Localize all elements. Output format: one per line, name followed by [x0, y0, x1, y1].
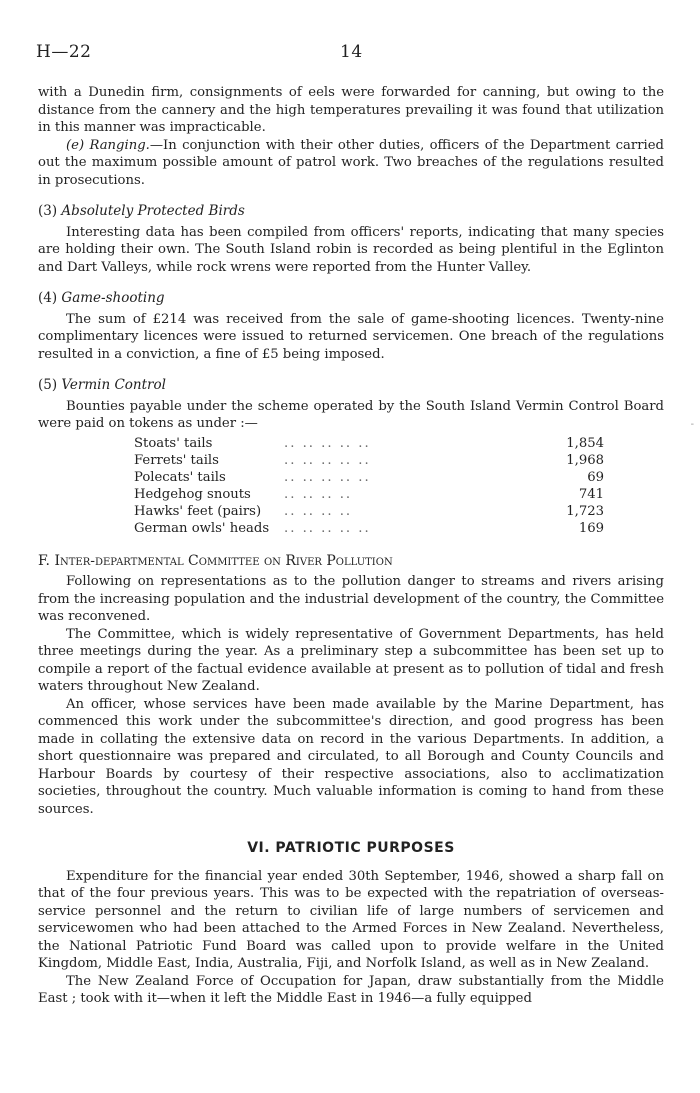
section-3-number: (3) — [38, 203, 58, 219]
bounty-label: Hawks' feet (pairs) — [134, 503, 262, 519]
bounty-value: 1,723 — [566, 503, 604, 519]
bounty-label: Polecats' tails — [134, 469, 226, 485]
body-text — [38, 84, 664, 1008]
leader-dots: .. .. .. .. — [284, 486, 353, 502]
ranging-text: —In conjunction with their other duties, officers of the Department carried out the maximum possible amount of patrol work. Two breaches of the regulations resulted in prosecutions. — [38, 137, 664, 188]
table-row — [134, 520, 604, 537]
table-row — [134, 503, 604, 520]
bounty-value: 69 — [587, 469, 604, 485]
section-4-number: (4) — [38, 290, 58, 306]
paragraph-protected-birds: Interesting data has been compiled from officers' reports, indicating that many species are holding their own. The South Island robin is recorded as being plentiful in the Eglinton and Dart Valleys, while rock wrens were reported from the Hunter Valley. — [38, 224, 664, 275]
bounty-value: 741 — [578, 486, 604, 502]
section-f-heading — [38, 553, 664, 571]
section-5-number: (5) — [38, 377, 58, 393]
page-number: 14 — [340, 42, 363, 62]
paragraph-eels: with a Dunedin firm, consignments of eels were forwarded for canning, but owing to the distance from the cannery and the high temperatures prevailing it was found that utilization in this manner was impracticable. — [38, 85, 664, 135]
leader-dots: .. .. .. .. — [284, 503, 353, 519]
section-3-title: Absolutely Protected Birds — [61, 203, 245, 219]
paragraph-pollution-1: Following on representations as to the pollution danger to streams and rivers arising from the increasing population and the industrial development of the country, the Committee was reconvened. — [38, 574, 664, 624]
paragraph-pollution-3: An officer, whose services have been made available by the Marine Department, has commenced this work under the subcommittee's direction, and good progress has been made in collating the extensive data on record in the various Departments. In addition, a short questionnaire was prepared and circulated, to all Borough and County Councils and Harbour Boards by courtesy of their respective associations, also to acclimatization societies, throughout the country. Much valuable information is coming to hand from these sources. — [38, 696, 664, 817]
bounty-table — [134, 435, 604, 537]
leader-dots: .. .. .. .. .. — [284, 435, 371, 451]
bounty-value: 1,854 — [566, 435, 604, 451]
leader-dots: .. .. .. .. .. — [284, 469, 371, 485]
paragraph-game-shooting: The sum of £214 was received from the sale of game-shooting licences. Twenty-nine complimentary licences were issued to returned servicemen. One breach of the regulations resulted in a conviction, a fine of £5 being imposed. — [38, 311, 664, 362]
leader-dots: .. .. .. .. .. — [284, 452, 371, 468]
bounty-label: German owls' heads — [134, 520, 270, 536]
table-row — [134, 452, 604, 469]
section-f-letter: F. — [38, 552, 50, 569]
section-4-heading — [38, 290, 664, 308]
ranging-label: (e) Ranging. — [66, 137, 150, 153]
document-reference: H—22 — [36, 42, 92, 62]
table-row — [134, 486, 604, 503]
paragraph-vermin-intro: Bounties payable under the scheme operated by the South Island Vermin Control Board were paid on tokens as under :— — [38, 398, 664, 431]
margin-mark: - — [690, 419, 694, 430]
leader-dots: .. .. .. .. .. — [284, 520, 371, 536]
table-row — [134, 435, 604, 452]
paragraph-pollution-2: The Committee, which is widely representative of Government Departments, has held three meetings during the year. As a preliminary step a subcommittee has been set up to compile a report of the factual evidence available at present as to pollution of tidal and fresh waters throughout New Zealand. — [38, 626, 664, 694]
bounty-label: Ferrets' tails — [134, 452, 219, 468]
table-row — [134, 469, 604, 486]
section-vi-heading: VI. PATRIOTIC PURPOSES — [247, 840, 455, 856]
paragraph-patriotic-2: The New Zealand Force of Occupation for Japan, draw substantially from the Middle East ; took with it—when it left the Middle East in 1946—a fully equipped — [38, 973, 664, 1006]
paragraph-patriotic-1: Expenditure for the financial year ended 30th September, 1946, showed a sharp fall on that of the four previous years. This was to be expected with the repatriation of overseas-service personnel and the return to civilian life of large numbers of servicemen and servicewomen who had been attached to the Armed Forces in New Zealand. Nevertheless, the National Patriotic Fund Board was called upon to provide welfare in the United Kingdom, Middle East, India, Australia, Fiji, and Norfolk Island, as well as in New Zealand. — [38, 868, 664, 971]
bounty-label: Hedgehog snouts — [134, 486, 251, 502]
bounty-label: Stoats' tails — [134, 435, 213, 451]
bounty-value: 169 — [578, 520, 604, 536]
paragraph-ranging — [38, 137, 664, 190]
section-5-heading — [38, 377, 664, 395]
section-4-title: Game-shooting — [61, 290, 165, 306]
section-3-heading — [38, 203, 664, 221]
section-f-title: Inter-departmental Committee on River Pollution — [54, 552, 393, 569]
section-5-title: Vermin Control — [61, 377, 166, 393]
bounty-value: 1,968 — [566, 452, 604, 468]
